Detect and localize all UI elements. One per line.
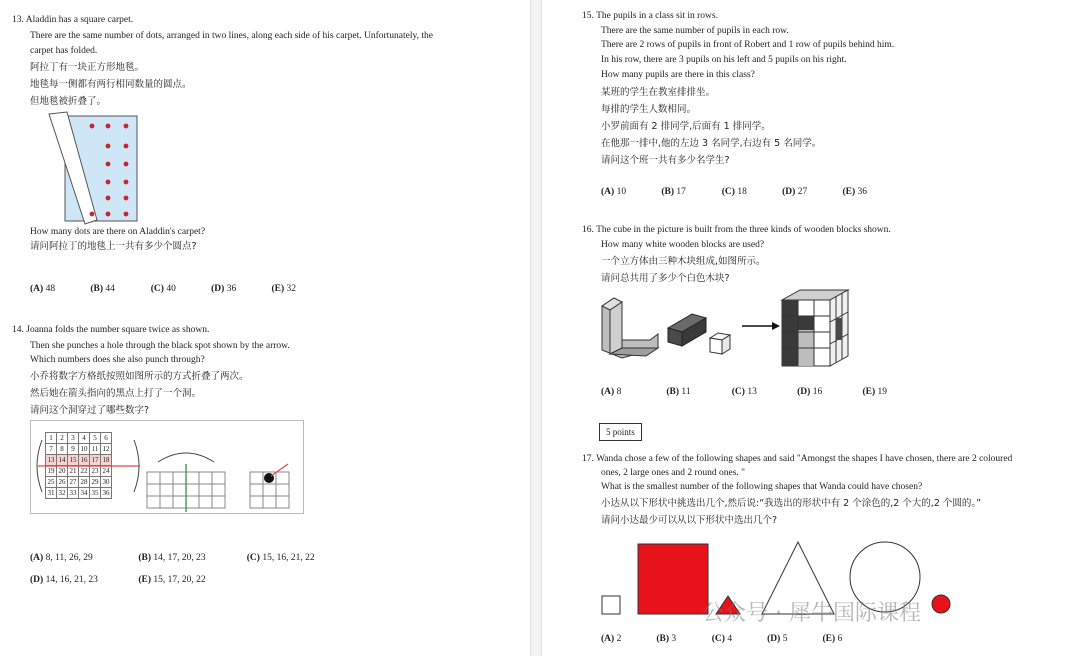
grid-cell: 9 (68, 444, 79, 455)
grid-cell: 10 (80, 445, 88, 453)
q13-question-zh: 请问阿拉丁的地毯上一共有多少个圆点? (30, 241, 197, 252)
grid-cell: 4 (79, 433, 90, 444)
grid-cell: 15 (69, 456, 77, 464)
option-letter: (D) (767, 634, 781, 644)
q16-option-c[interactable] (732, 386, 795, 399)
q15-option-d[interactable] (782, 186, 840, 199)
q16-option-a[interactable] (601, 386, 664, 399)
option-letter: (C) (721, 187, 735, 197)
grid-cell: 13 (47, 456, 55, 464)
option-letter: (C) (711, 634, 725, 644)
q17-text-1: ones, 2 large ones and 2 round ones. " (601, 468, 746, 478)
q14-zh-2: 然后她在箭头指向的黑点上打了一个洞。 (30, 388, 202, 399)
grid-cell: 32 (58, 489, 66, 497)
right-page (542, 0, 1080, 656)
grid-cell: 27 (69, 478, 77, 486)
grid-cell: 23 (91, 467, 99, 475)
q16-zh-1: 一个立方体由三种木块组成,如图所示。 (601, 256, 766, 267)
option-letter: (B) (656, 634, 670, 644)
grid-cell: 35 (91, 489, 99, 497)
q14-option-b[interactable] (138, 552, 244, 565)
option-value: 36 (857, 187, 868, 197)
large-red-square (638, 544, 708, 614)
option-value: 36 (226, 284, 237, 294)
q17-zh-1: 小达从以下形状中挑选出几个,然后说:“我选出的形状中有 2 个涂色的,2 个大的,2 个圆的。” (601, 498, 982, 509)
q16-option-d[interactable] (797, 386, 860, 399)
q13-carpet-figure (45, 112, 145, 227)
option-value: 14, 16, 21, 23 (45, 575, 98, 585)
option-value: 8, 11, 26, 29 (45, 553, 93, 563)
grid-cell: 19 (47, 467, 55, 475)
q17-zh-2: 请问小达最少可以从以下形状中选出几个? (601, 515, 778, 526)
q13-question: How many dots are there on Aladdin's carpet? (30, 227, 206, 237)
q14-options-row1 (30, 552, 353, 565)
option-letter: (B) (90, 284, 104, 294)
q14-option-d[interactable] (30, 574, 136, 587)
option-value: 44 (105, 284, 115, 294)
q15-zh-3: 小罗前面有 2 排同学,后面有 1 排同学。 (601, 121, 771, 132)
option-value: 4 (727, 634, 733, 644)
grid-cell: 34 (80, 489, 88, 497)
q15-title: 15. The pupils in a class sit in rows. (582, 11, 718, 21)
grid-cell: 31 (47, 489, 55, 497)
grid-cell: 5 (90, 433, 101, 444)
grid-cell: 2 (57, 433, 68, 444)
q15-text-2: There are 2 rows of pupils in front of Robert and 1 row of pupils behind him. (601, 40, 895, 50)
section-points-label: 5 points (599, 423, 642, 441)
q16-title: 16. The cube in the picture is built from the three kinds of wooden blocks shown. (582, 225, 891, 235)
q14-option-a[interactable] (30, 552, 136, 565)
option-letter: (A) (30, 553, 44, 563)
option-letter: (B) (666, 387, 680, 397)
option-value: 8 (616, 387, 622, 397)
option-value: 32 (286, 284, 297, 294)
q14-fold-arcs (30, 420, 302, 512)
watermark: 公众号 · 犀牛国际课程 (702, 601, 921, 626)
q17-option-d[interactable] (767, 633, 820, 646)
grid-cell: 22 (80, 467, 88, 475)
q13-option-c[interactable] (151, 283, 209, 296)
option-value: 19 (877, 387, 888, 397)
option-letter: (A) (601, 387, 615, 397)
q16-option-b[interactable] (666, 386, 729, 399)
option-letter: (E) (862, 387, 876, 397)
option-letter: (E) (271, 284, 285, 294)
grid-cell: 30 (102, 478, 110, 486)
q17-option-b[interactable] (656, 633, 709, 646)
grid-cell: 14 (58, 456, 66, 464)
grid-cell: 3 (68, 433, 79, 444)
q15-option-c[interactable] (722, 186, 780, 199)
q17-options (601, 633, 876, 646)
grid-cell: 20 (58, 467, 66, 475)
page-gutter (530, 0, 542, 656)
q17-title: 17. Wanda chose a few of the following shapes and said "Amongst the shapes I have chosen, there are 2 coloured (582, 454, 1013, 464)
option-letter: (A) (601, 187, 615, 197)
option-letter: (E) (822, 634, 836, 644)
q15-zh-2: 每排的学生人数相同。 (601, 104, 697, 115)
q13-option-d[interactable] (211, 283, 269, 296)
option-value: 13 (747, 387, 757, 397)
q14-option-e[interactable] (138, 574, 244, 587)
q17-option-c[interactable] (712, 633, 765, 646)
grid-cell: 8 (57, 444, 68, 455)
grid-cell: 17 (91, 456, 99, 464)
grid-cell: 24 (102, 467, 110, 475)
grid-cell: 16 (80, 456, 88, 464)
q16-option-e[interactable] (863, 386, 926, 399)
option-letter: (D) (211, 284, 225, 294)
option-value: 14, 17, 20, 23 (153, 553, 206, 563)
q15-zh-4: 在他那一排中,他的左边 3 名同学,右边有 5 名同学。 (601, 138, 822, 149)
q13-zh-3: 但地毯被折叠了。 (30, 96, 107, 107)
q13-option-e[interactable] (272, 283, 330, 296)
q16-options (601, 386, 926, 399)
option-value: 15, 17, 20, 22 (153, 575, 206, 585)
grid-cell: 6 (101, 433, 112, 444)
grid-cell: 26 (58, 478, 66, 486)
small-red-circle (932, 595, 950, 613)
q16-zh-2: 请问总共用了多少个白色木块? (601, 273, 730, 284)
grid-cell: 25 (47, 478, 55, 486)
grid-cell: 36 (102, 489, 110, 497)
option-letter: (D) (782, 187, 796, 197)
q13-title: 13. Aladdin has a square carpet. (12, 15, 134, 25)
option-letter: (C) (246, 553, 260, 563)
q13-options (30, 283, 330, 296)
q17-option-a[interactable] (601, 633, 654, 646)
q15-option-a[interactable] (601, 186, 659, 199)
option-value: 6 (837, 634, 843, 644)
q17-text-2: What is the smallest number of the following shapes that Wanda could have chosen? (601, 482, 923, 492)
q14-title: 14. Joanna folds the number square twice as shown. (12, 325, 210, 335)
grid-cell: 12 (102, 445, 110, 453)
option-letter: (B) (138, 553, 152, 563)
option-letter: (E) (842, 187, 856, 197)
small-white-square (602, 596, 620, 614)
option-letter: (C) (150, 284, 164, 294)
q15-option-e[interactable] (843, 186, 901, 199)
option-value: 2 (616, 634, 622, 644)
grid-cell: 29 (91, 478, 99, 486)
option-letter: (A) (30, 284, 44, 294)
option-value: 48 (45, 284, 56, 294)
option-value: 17 (676, 187, 686, 197)
q14-options-row2 (30, 574, 244, 587)
q14-zh-3: 请问这个洞穿过了哪些数字? (30, 405, 150, 416)
option-letter: (B) (661, 187, 675, 197)
q16-blocks-figure (600, 288, 860, 370)
option-letter: (D) (797, 387, 811, 397)
q13-option-b[interactable] (90, 283, 148, 296)
q13-text-1: There are the same number of dots, arranged in two lines, along each side of his carpet. Unfortunately, the (30, 31, 433, 41)
q14-zh-1: 小乔将数字方格纸按照如图所示的方式折叠了两次。 (30, 371, 249, 382)
grid-cell: 33 (69, 489, 77, 497)
option-value: 15, 16, 21, 22 (262, 553, 315, 563)
option-value: 40 (166, 284, 176, 294)
q14-option-c[interactable] (247, 552, 353, 565)
q16-text-1: How many white wooden blocks are used? (601, 240, 765, 250)
grid-cell: 28 (80, 478, 88, 486)
option-value: 10 (616, 187, 627, 197)
q15-option-b[interactable] (661, 186, 719, 199)
grid-cell: 1 (46, 433, 57, 444)
q15-text-4: How many pupils are there in this class? (601, 70, 755, 80)
grid-cell: 11 (90, 444, 101, 455)
q13-zh-2: 地毯每一侧都有两行相同数量的圆点。 (30, 79, 192, 90)
option-letter: (D) (30, 575, 44, 585)
q15-text-3: In his row, there are 3 pupils on his left and 5 pupils on his right. (601, 55, 847, 65)
grid-cell: 7 (46, 444, 57, 455)
q13-zh-1: 阿拉丁有一块正方形地毯。 (30, 62, 145, 73)
q15-zh-5: 请问这个班一共有多少名学生? (601, 155, 730, 166)
left-page (0, 0, 530, 656)
grid-cell: 18 (102, 456, 110, 464)
q15-zh-1: 某班的学生在教室排排坐。 (601, 87, 716, 98)
option-letter: (E) (138, 575, 152, 585)
option-value: 11 (681, 387, 691, 397)
q14-text-1: Then she punches a hole through the black spot shown by the arrow. (30, 341, 290, 351)
q14-text-2: Which numbers does she also punch through? (30, 355, 205, 365)
option-value: 16 (812, 387, 823, 397)
grid-cell: 21 (69, 467, 77, 475)
option-letter: (A) (601, 634, 615, 644)
option-value: 18 (737, 187, 747, 197)
q15-options (601, 186, 901, 199)
option-value: 5 (782, 634, 788, 644)
option-value: 27 (797, 187, 808, 197)
q15-text-1: There are the same number of pupils in each row. (601, 26, 789, 36)
option-letter: (C) (731, 387, 745, 397)
q13-text-2: carpet has folded. (30, 46, 98, 56)
option-value: 3 (671, 634, 677, 644)
q17-option-e[interactable] (823, 633, 876, 646)
q13-option-a[interactable] (30, 283, 88, 296)
